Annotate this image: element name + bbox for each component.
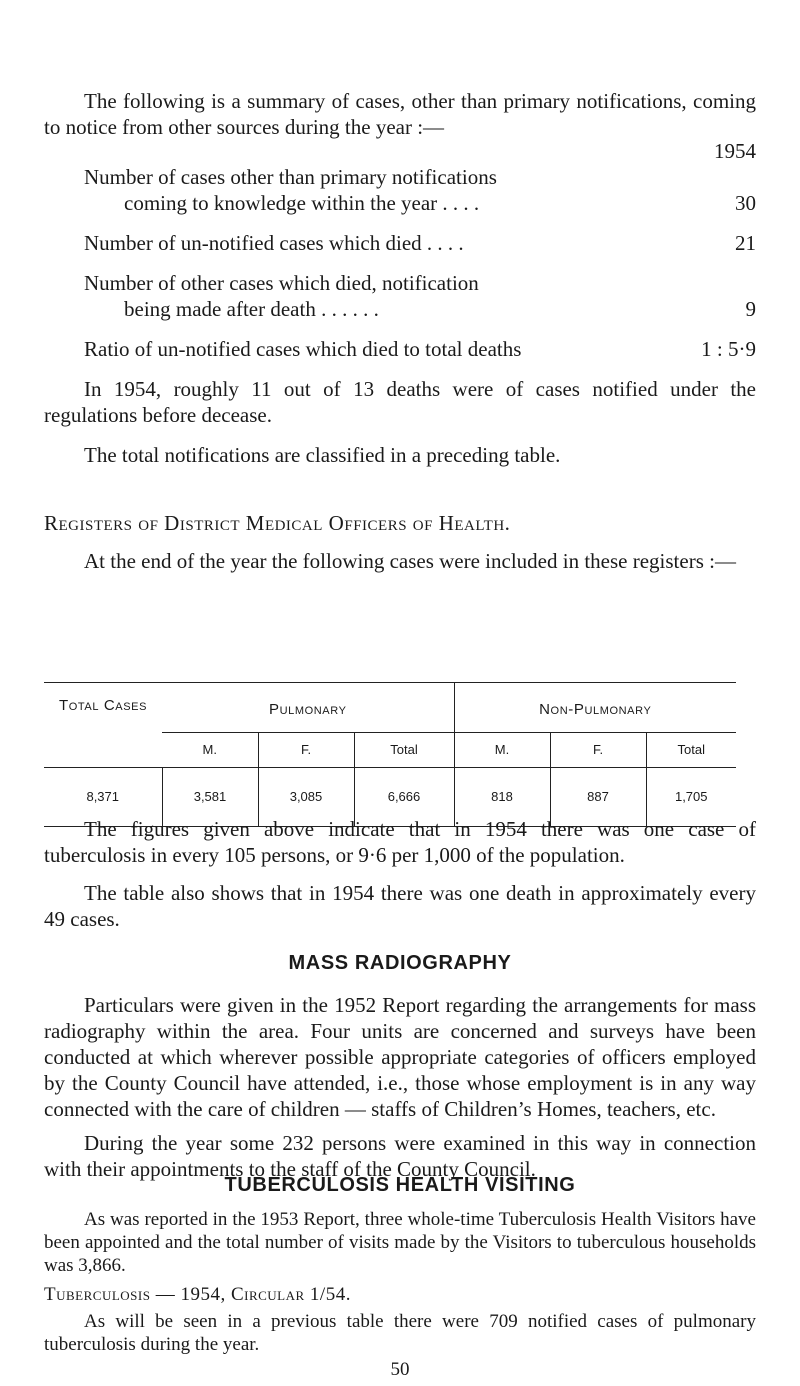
summary-item-cont <box>124 190 756 216</box>
summary-value: 30 <box>735 191 756 215</box>
subheader-non-total: Total <box>646 732 736 767</box>
summary-item <box>84 270 756 296</box>
cell-non-m: 818 <box>454 768 550 827</box>
summary-value: 1 : 5·9 <box>701 337 756 361</box>
summary-item <box>84 336 756 362</box>
summary-label: Number of cases other than primary notifications <box>84 165 497 189</box>
subheader-non-f: F. <box>550 732 646 767</box>
cell-pul-total: 6,666 <box>354 768 454 827</box>
mass-radiography-heading: MASS RADIOGRAPHY <box>288 952 512 974</box>
paragraph-figures: The figures given above indicate that in 1954 there was one case of tuberculosis in every 105 persons, or 9·6 per 1,000 of the population. <box>44 817 756 867</box>
mass-paragraph-2: During the year some 232 persons were examined in this way in connection with their appointments to the staff of the County Council. <box>44 1131 756 1181</box>
header-pulmonary: Pulmonary <box>162 683 454 733</box>
year-column-header <box>84 138 756 164</box>
summary-value: 21 <box>735 231 756 255</box>
summary-label: Number of un-notified cases which died . . . . <box>84 231 464 255</box>
summary-label: Ratio of un-notified cases which died to total deaths <box>84 337 522 361</box>
cell-non-total: 1,705 <box>646 768 736 827</box>
registers-table <box>44 682 736 827</box>
summary-label: Number of other cases which died, notification <box>84 271 479 295</box>
cell-non-f: 887 <box>550 768 646 827</box>
paragraph-1954: In 1954, roughly 11 out of 13 deaths were of cases notified under the regulations before decease. <box>44 377 756 427</box>
intro-paragraph: The following is a summary of cases, other than primary notifications, coming to notice from other sources during the year :— <box>44 89 756 139</box>
summary-item <box>84 230 756 256</box>
cell-pul-f: 3,085 <box>258 768 354 827</box>
cell-pul-m: 3,581 <box>162 768 258 827</box>
header-total-cases: Total Cases <box>44 683 162 768</box>
subheader-non-m: M. <box>454 732 550 767</box>
circular-heading: Tuberculosis — 1954, Circular 1/54. <box>44 1284 351 1305</box>
circular-paragraph: As will be seen in a previous table there were 709 notified cases of pulmonary tuberculosis during the year. <box>44 1311 756 1355</box>
summary-item <box>84 164 756 190</box>
year-label: 1954 <box>714 139 756 163</box>
registers-heading: Registers of District Medical Officers of Health. <box>44 511 511 535</box>
summary-label: being made after death . . . . . . <box>124 297 379 321</box>
page-number: 50 <box>390 1359 410 1380</box>
tb-paragraph: As was reported in the 1953 Report, three whole-time Tuberculosis Health Visitors have been appointed and the total number of visits made by the Visitors to tuberculous households was 3,866. <box>44 1209 756 1276</box>
summary-value: 9 <box>745 297 756 321</box>
paragraph-death: The table also shows that in 1954 there was one death in approximately every 49 cases. <box>44 881 756 931</box>
tb-visiting-heading: TUBERCULOSIS HEALTH VISITING <box>224 1174 576 1196</box>
subheader-pul-m: M. <box>162 732 258 767</box>
summary-item-cont <box>124 296 756 322</box>
registers-intro: At the end of the year the following cases were included in these registers :— <box>84 549 736 573</box>
subheader-pul-total: Total <box>354 732 454 767</box>
mass-paragraph-1: Particulars were given in the 1952 Report regarding the arrangements for mass radiography within the area. Four units are concerned and surveys have been conducted at which wherever possible appropriate categories of officers employed by the County Council have attended, i.e., those whose employment is in any way connected with the care of children — staffs of Children’s Homes, teachers, etc. <box>44 993 756 1121</box>
cell-total-cases: 8,371 <box>44 768 162 827</box>
paragraph-total: The total notifications are classified in a preceding table. <box>84 443 561 467</box>
summary-label: coming to knowledge within the year . . . . <box>124 191 480 215</box>
header-non-pulmonary: Non-Pulmonary <box>454 683 736 733</box>
subheader-pul-f: F. <box>258 732 354 767</box>
